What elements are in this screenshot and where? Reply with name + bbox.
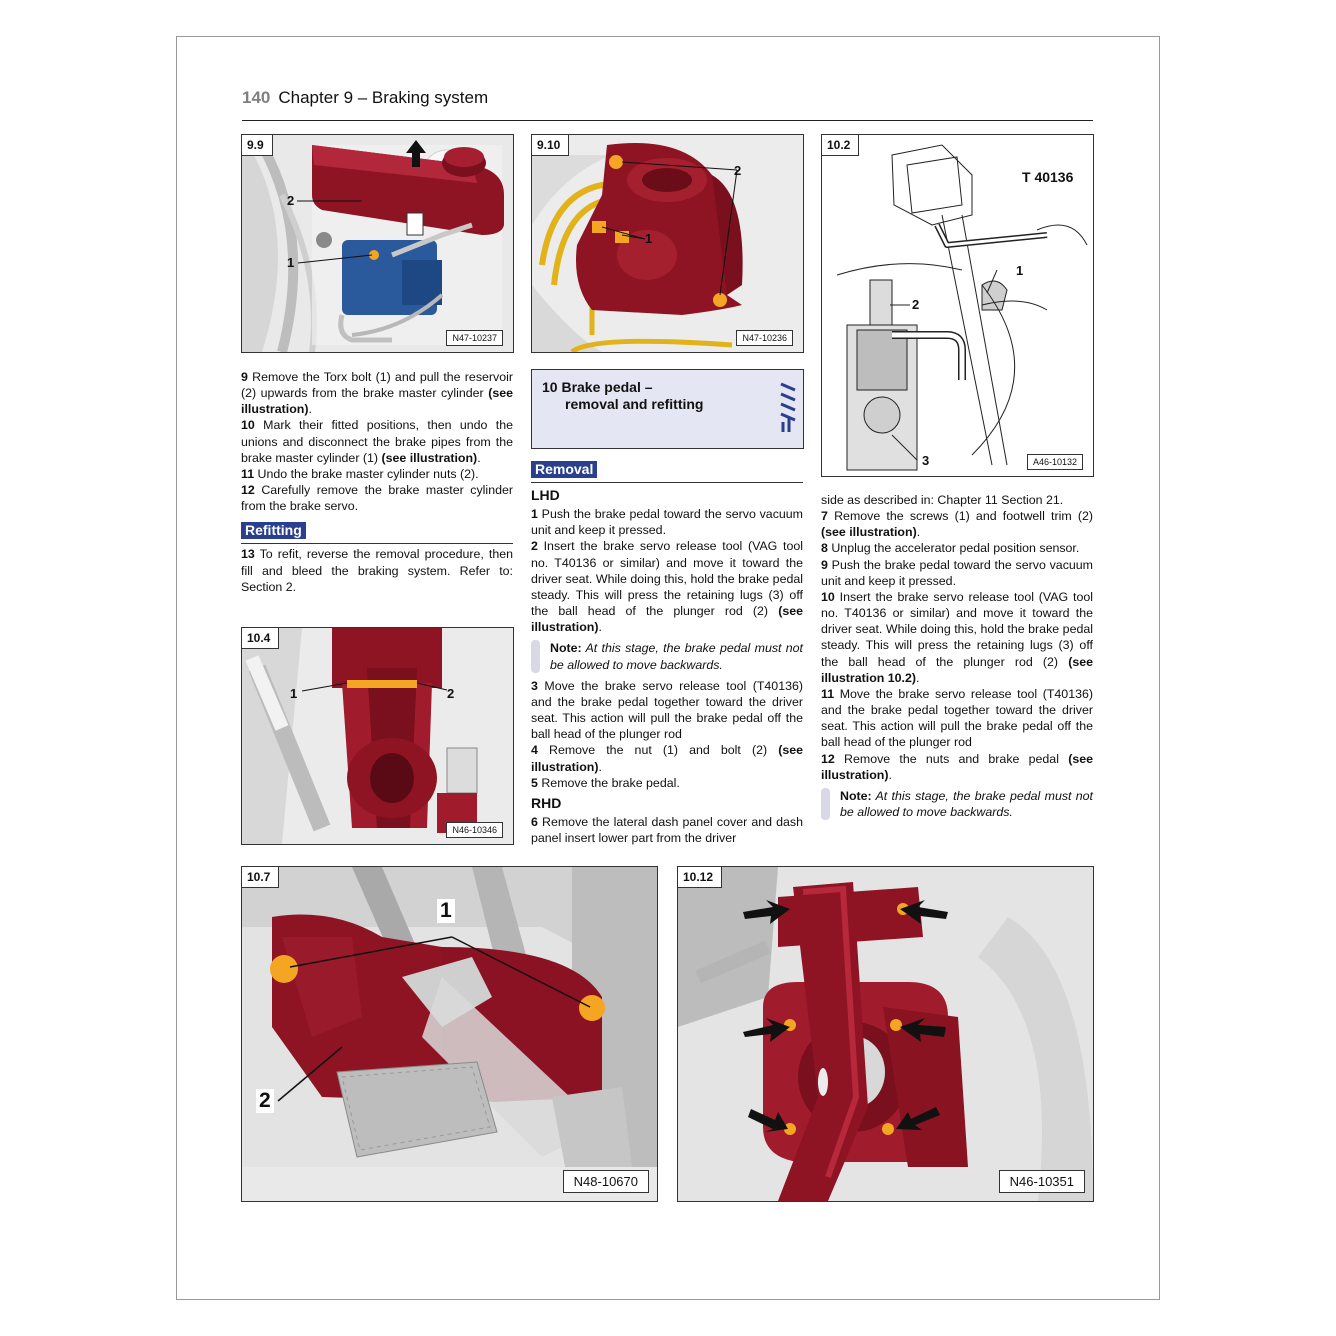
figure-tag: 10.2 bbox=[822, 135, 859, 156]
callout-1: 1 bbox=[290, 686, 298, 701]
step-6: 6 Remove the lateral dash panel cover and dash panel insert lower part from the driver bbox=[531, 814, 803, 846]
step-4: 4 Remove the nut (1) and bolt (2) (see illustration). bbox=[531, 743, 803, 774]
step-9: 9 Push the brake pedal toward the servo vacuum unit and keep it pressed. bbox=[821, 557, 1093, 588]
figure-reference: N46-10346 bbox=[446, 822, 503, 838]
step-3: 3 Move the brake servo release tool (T40136) and the brake pedal together toward the driver seat. This action will pull the brake pedal off the ball head of the plunger rod bbox=[531, 678, 803, 742]
note-2: Note: At this stage, the brake pedal must not be allowed to move backwards. bbox=[821, 788, 1093, 820]
callout-3: 3 bbox=[922, 453, 930, 468]
section-rule bbox=[531, 482, 803, 483]
step-10: 10 Insert the brake servo release tool (VAG tool no. T40136 or similar) and move it toward the driver seat. While doing this, hold the brake pedal steady. This will press the retaining lugs (3) off the ball head of the plunger rod (2) (see illustration 10.2). bbox=[821, 589, 1093, 685]
figure-9-10-drawing bbox=[532, 135, 803, 352]
step-1: 1 Push the brake pedal toward the servo vacuum unit and keep it pressed. bbox=[531, 507, 803, 538]
callout-2: 2 bbox=[912, 297, 920, 312]
page-number: 140 bbox=[242, 88, 271, 107]
step-6-continued: side as described in: Chapter 11 Section 21. bbox=[821, 493, 1064, 507]
section-heading: 10 Brake pedal – removal and refitting bbox=[542, 379, 704, 412]
callout-1: 1 bbox=[437, 899, 455, 923]
section-heading-box bbox=[531, 369, 804, 449]
figure-10-4-drawing bbox=[242, 628, 513, 844]
figure-9-9-drawing bbox=[242, 135, 513, 352]
column-1 bbox=[241, 369, 513, 595]
callout-1: 1 bbox=[645, 231, 653, 246]
section-refitting: Refitting bbox=[241, 522, 306, 539]
figure-tag: 9.10 bbox=[532, 135, 569, 156]
callout-2: 2 bbox=[447, 686, 455, 701]
figure-10-2-drawing bbox=[822, 135, 1093, 476]
callout-1: 1 bbox=[287, 255, 295, 270]
figure-9-9 bbox=[241, 134, 514, 353]
step-12: 12 Remove the nuts and brake pedal (see illustration). bbox=[821, 751, 1093, 782]
figure-10-12 bbox=[677, 866, 1094, 1202]
step-9: 9 Remove the Torx bolt (1) and pull the reservoir (2) upwards from the brake master cylinder (see illustration). bbox=[241, 370, 513, 417]
column-3 bbox=[821, 492, 1093, 825]
subheading-lhd: LHD bbox=[531, 487, 560, 503]
tools-icon bbox=[777, 378, 799, 434]
callout-2: 2 bbox=[287, 193, 295, 208]
section-rule bbox=[241, 543, 513, 544]
tool-label: T 40136 bbox=[1022, 169, 1074, 185]
column-2 bbox=[531, 459, 803, 846]
step-11: 11 Move the brake servo release tool (T40136) and the brake pedal together toward the driver seat. This action will pull the brake pedal off the ball head of the plunger rod bbox=[821, 686, 1093, 750]
step-12: 12 Carefully remove the brake master cylinder from the brake servo. bbox=[241, 483, 513, 514]
step-2: 2 Insert the brake servo release tool (VAG tool no. T40136 or similar) and move it toward the driver seat. While doing this, hold the brake pedal steady. This will press the retaining lugs (3) off the ball head of the plunger rod (2) (see illustration). bbox=[531, 539, 803, 635]
subheading-rhd: RHD bbox=[531, 794, 562, 811]
callout-2: 2 bbox=[734, 163, 742, 178]
note-bar bbox=[531, 640, 540, 672]
figure-10-7 bbox=[241, 866, 658, 1202]
step-13: 13 To refit, reverse the removal procedure, then fill and bleed the braking system. Refer to: Section 2. bbox=[241, 547, 513, 594]
chapter-title: Chapter 9 – Braking system bbox=[278, 88, 489, 107]
figure-tag: 10.12 bbox=[678, 867, 722, 888]
figure-tag: 9.9 bbox=[242, 135, 273, 156]
step-10: 10 Mark their fitted positions, then undo the unions and disconnect the brake pipes from the brake master cylinder (1) (see illustration). bbox=[241, 418, 513, 465]
figure-tag: 10.7 bbox=[242, 867, 279, 888]
figure-10-12-drawing bbox=[678, 867, 1093, 1201]
step-11: 11 Undo the brake master cylinder nuts (2). bbox=[241, 466, 479, 481]
note-1: Note: At this stage, the brake pedal must not be allowed to move backwards. bbox=[531, 640, 803, 672]
figure-tag: 10.4 bbox=[242, 628, 279, 649]
figure-reference: N47-10237 bbox=[446, 330, 503, 346]
page-header bbox=[242, 88, 488, 108]
figure-10-2 bbox=[821, 134, 1094, 477]
figure-reference: N46-10351 bbox=[999, 1170, 1085, 1193]
figure-reference: N48-10670 bbox=[563, 1170, 649, 1193]
note-bar bbox=[821, 788, 830, 820]
figure-reference: N47-10236 bbox=[736, 330, 793, 346]
callout-2: 2 bbox=[256, 1089, 274, 1113]
figure-9-10 bbox=[531, 134, 804, 353]
step-7: 7 Remove the screws (1) and footwell trim (2) (see illustration). bbox=[821, 509, 1093, 540]
header-rule bbox=[242, 120, 1093, 121]
section-removal: Removal bbox=[531, 461, 597, 478]
step-5: 5 Remove the brake pedal. bbox=[531, 775, 680, 790]
step-8: 8 Unplug the accelerator pedal position sensor. bbox=[821, 541, 1080, 556]
figure-reference: A46-10132 bbox=[1027, 454, 1083, 470]
figure-10-4 bbox=[241, 627, 514, 845]
callout-1: 1 bbox=[1016, 263, 1024, 278]
